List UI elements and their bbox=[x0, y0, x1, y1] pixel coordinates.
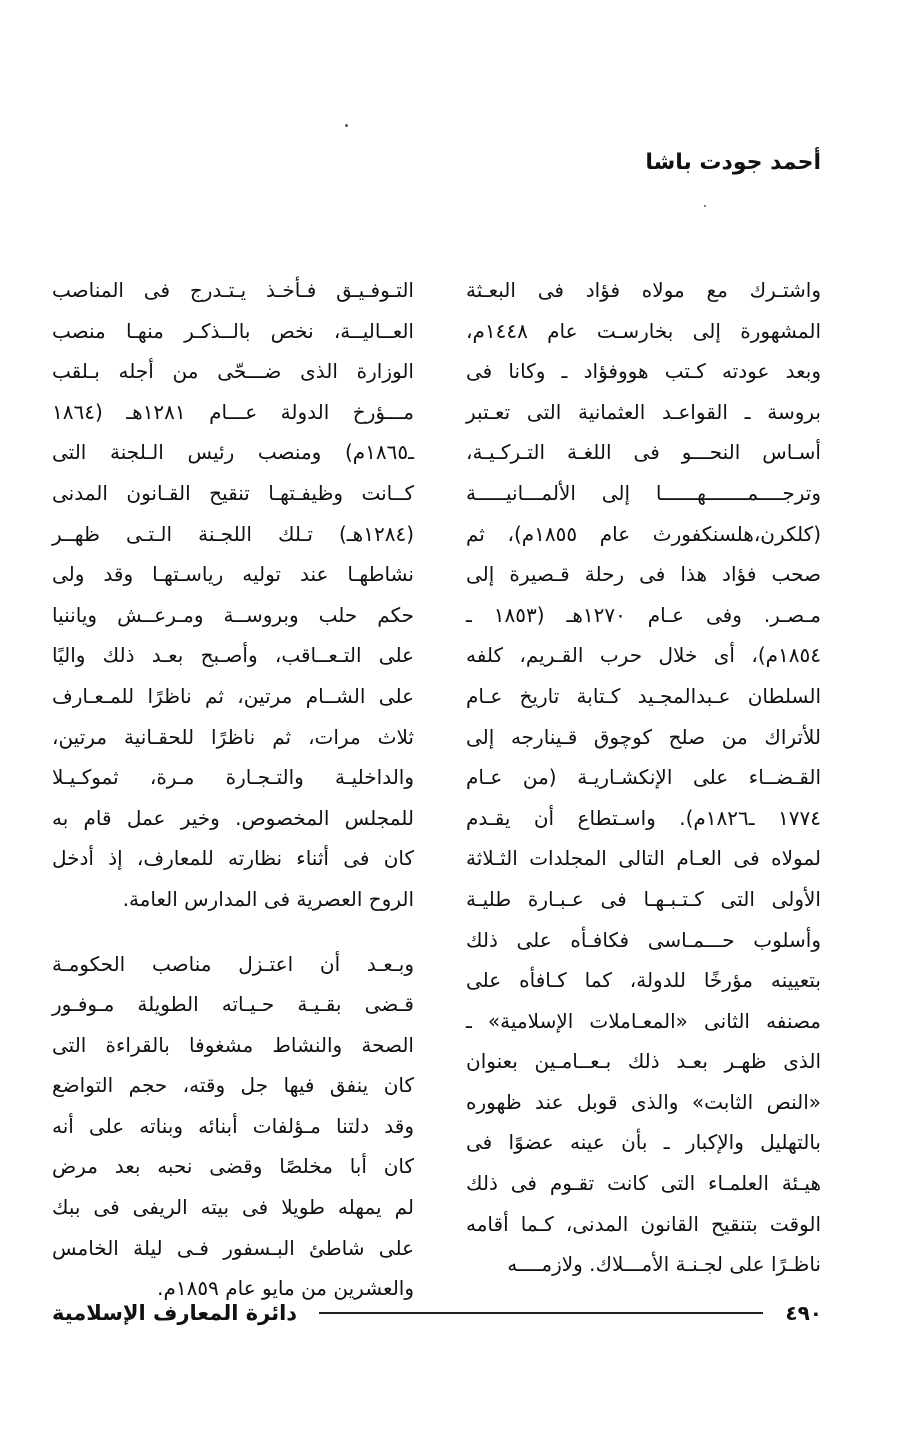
footer-rule bbox=[319, 1312, 763, 1314]
text-line: كان ينفق فيها جل وقته، حجم التواضع bbox=[52, 1073, 414, 1098]
text-line: ثلاث مرات، ثم ناظرًا للحقـانية مرتين، bbox=[52, 724, 414, 749]
text-line: الروح العصرية فى المدارس العامة. bbox=[122, 886, 414, 911]
text-line: بتعيينه مؤرخًا للدولة، كما كـافأه على bbox=[466, 968, 821, 993]
text-line: العــاليــة، نخص بالــذكـر منهـا منصب bbox=[52, 318, 414, 343]
text-line: هيـئة العلمـاء التى كانت تقـوم فى ذلك bbox=[466, 1171, 821, 1196]
text-line: وبعد عودته كـتب هووفؤاد ـ وكانا فى bbox=[466, 359, 821, 384]
text-line: ناظـرًا على لجـنـة الأمـــلاك. ولازمــــه bbox=[507, 1252, 821, 1277]
text-line: والداخليـة والتـجـارة مـرة، ثموكـيـلا bbox=[52, 765, 414, 790]
text-line: مصنفه الثانى «المعـاملات الإسلامية» ـ bbox=[466, 1008, 821, 1033]
text-line: لم يمهله طويلا فى بيته الريفى فى ببك bbox=[52, 1195, 414, 1220]
text-line: للمجلس المخصوص. وخير عمل قام به bbox=[52, 805, 414, 830]
right-column bbox=[466, 270, 821, 1285]
text-line: نشاطهـا عند توليه رياسـتهـا وقد ولى bbox=[52, 562, 414, 587]
text-line: مـصـر. وفى عـام ١٢٧٠هـ (١٨٥٣ ـ bbox=[466, 602, 821, 627]
text-line: والعشرين من مايو عام ١٨٥٩م. bbox=[157, 1276, 414, 1301]
text-line: أسـاس النحـــو فى اللغـة التـركـيـة، bbox=[466, 440, 821, 465]
text-line: وبـعـد أن اعتـزل مناصب الحكومـة bbox=[52, 951, 414, 976]
text-line: صحب فؤاد هذا فى رحلة قـصيرة إلى bbox=[466, 562, 821, 587]
text-line: الصحة والنشاط مشغوفا بالقراءة التى bbox=[52, 1032, 414, 1057]
text-line: الوزارة الذى ضـــحّى من أجله بـلقب bbox=[52, 359, 414, 384]
left-column bbox=[52, 270, 414, 1309]
text-line: للأتراك من صلح كوچوق قـينارجه إلى bbox=[466, 724, 821, 749]
text-line: بالتهليل والإكبار ـ بأن عينه عضوًا فى bbox=[466, 1130, 821, 1155]
text-line: كان أبا مخلصًا وقضى نحبه بعد مرض bbox=[52, 1154, 414, 1179]
text-line: المشهورة إلى بخارسـت عام ١٤٤٨م، bbox=[466, 318, 821, 343]
text-line: وأسلوب حـــمـاسى فكافـأه على ذلك bbox=[466, 927, 821, 952]
text-line: وترجــــمـــــــهــــــا إلى الألمـــانيـــــة bbox=[466, 480, 821, 505]
text-line: الأولى التى كـتـبـهـا فى عـبـارة طليـة bbox=[466, 886, 821, 911]
text-line: بروسة ـ القواعـد العثمانية التى تعـتبر bbox=[466, 399, 821, 424]
page-number: ٤٩٠ bbox=[785, 1301, 822, 1325]
text-line: السلطان عـبدالمجـيد كـتابة تاريخ عـام bbox=[466, 683, 821, 708]
text-line: (١٢٨٤هـ) تـلك اللجـنة الـتـى ظهــر bbox=[52, 521, 414, 546]
text-line: «النص الثابت» والذى قوبل عند ظهوره bbox=[466, 1089, 821, 1114]
text-line: حكم حلب وبروســة ومـرعــش وياننيا bbox=[52, 602, 414, 627]
book-title: دائرة المعارف الإسلامية bbox=[52, 1301, 298, 1325]
text-line: على شاطئ البـسفور فـى ليلة الخامس bbox=[52, 1235, 414, 1260]
running-header-author: أحمد جودت باشا bbox=[645, 150, 821, 175]
text-line: القـضــاء على الإنكشـاريـة (من عـام bbox=[466, 765, 821, 790]
text-line: على الشــام مرتين، ثم ناظرًا للمـعـارف bbox=[52, 683, 414, 708]
text-line: واشتـرك مع مولاه فؤاد فى البعـثة bbox=[466, 278, 821, 302]
text-line: ١٧٧٤ ـ١٨٢٦م). واسـتطاع أن يقـدم bbox=[466, 805, 821, 830]
text-line: كان فى أثناء نظارته للمعارف، إذ أدخل bbox=[52, 846, 414, 871]
text-line: كــانت وظيفـتهـا تنقيح القـانون المدنى bbox=[52, 480, 414, 505]
text-line: مـــؤرخ الدولة عـــام ١٢٨١هـ (١٨٦٤ bbox=[52, 399, 414, 424]
page-footer bbox=[52, 1298, 822, 1328]
text-line: لمولاه فى العـام التالى المجلدات الثـلاثة bbox=[466, 846, 821, 871]
text-line: التـوفـيـق فـأخـذ يـتـدرج فى المناصب bbox=[52, 278, 414, 302]
text-line: (كلكرن،هلسنكفورث عام ١٨٥٥م)، ثم bbox=[466, 521, 821, 546]
text-line: الذى ظهـر بعـد ذلك بـعــامـين بعنوان bbox=[466, 1049, 821, 1074]
left-paragraph-2 bbox=[52, 944, 414, 1309]
text-line: وقد دلتنا مـؤلفات أبنائه وبناته على أنه bbox=[52, 1113, 414, 1138]
text-line: الوقت بتنقيح القانون المدنى، كـما أقامه bbox=[466, 1211, 821, 1236]
text-line: ـ١٨٦٥م) ومنصب رئيس الـلجنة التى bbox=[52, 440, 414, 465]
text-line: على التـعــاقب، وأصـبح بعـد ذلك واليًا bbox=[52, 643, 414, 668]
text-line: ١٨٥٤م)، أى خلال حرب القـريم، كلفه bbox=[466, 643, 821, 668]
left-paragraph-1 bbox=[52, 270, 414, 920]
speck-mark bbox=[704, 205, 706, 207]
speck-mark bbox=[345, 124, 348, 127]
text-line: قـضى بقـيـة حـيـاته الطويلة مـوفـور bbox=[52, 992, 414, 1017]
